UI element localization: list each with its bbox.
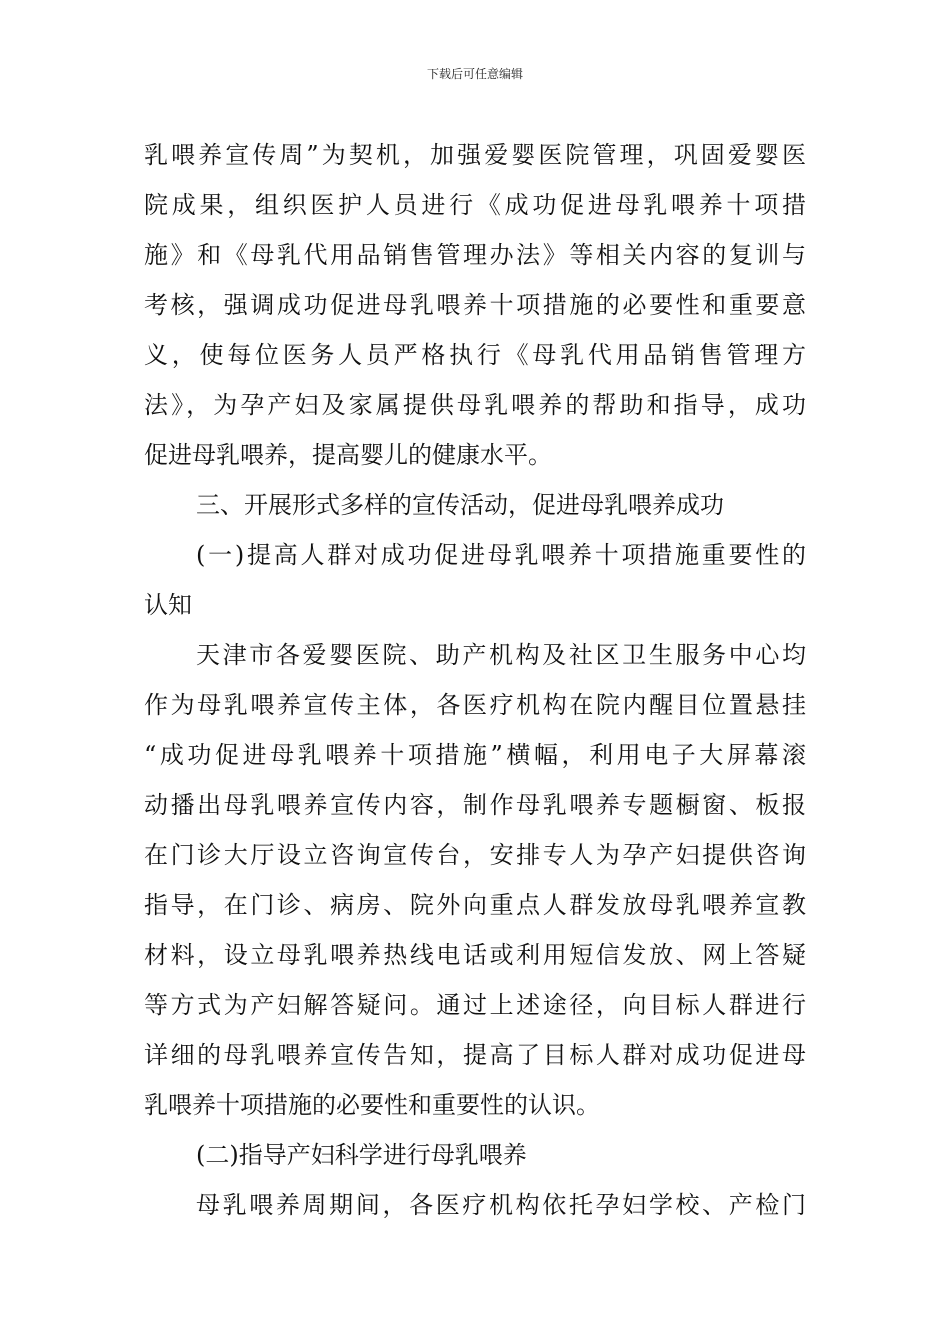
paragraph-first-line: 三、开展形式多样的宣传活动，促进母乳喂养成功 xyxy=(196,491,724,519)
paragraph-line: 详细的母乳喂养宣传告知，提高了目标人群对成功促进母 xyxy=(144,1041,806,1069)
paragraph-line: 乳喂养十项措施的必要性和重要性的认识。 xyxy=(144,1091,600,1119)
paragraph-line: 乳喂养宣传周”为契机，加强爱婴医院管理，巩固爱婴医 xyxy=(144,141,806,169)
paragraph-line: 义，使每位医务人员严格执行《母乳代用品销售管理方 xyxy=(144,341,806,369)
page-header-note: 下载后可任意编辑 xyxy=(426,67,523,81)
document-body xyxy=(144,130,806,1230)
paragraph-line: “成功促进母乳喂养十项措施”横幅，利用电子大屏幕滚 xyxy=(144,741,806,769)
paragraph-line: 作为母乳喂养宣传主体，各医疗机构在院内醒目位置悬挂 xyxy=(144,691,806,719)
paragraph-line: 在门诊大厅设立咨询宣传台，安排专人为孕产妇提供咨询 xyxy=(144,841,806,869)
paragraph-line: 促进母乳喂养，提高婴儿的健康水平。 xyxy=(144,441,552,469)
paragraph-first-line: (一)提高人群对成功促进母乳喂养十项措施重要性的 xyxy=(196,541,806,569)
paragraph-line: 等方式为产妇解答疑问。通过上述途径，向目标人群进行 xyxy=(144,991,806,1019)
paragraph-line: 法》，为孕产妇及家属提供母乳喂养的帮助和指导，成功 xyxy=(144,391,806,419)
paragraph-line: 认知 xyxy=(144,591,192,619)
paragraph-line: 考核，强调成功促进母乳喂养十项措施的必要性和重要意 xyxy=(144,291,806,319)
paragraph-line: 材料，设立母乳喂养热线电话或利用短信发放、网上答疑 xyxy=(144,941,806,969)
paragraph-line: 动播出母乳喂养宣传内容，制作母乳喂养专题橱窗、板报 xyxy=(144,791,806,819)
paragraph-line: 指导，在门诊、病房、院外向重点人群发放母乳喂养宣教 xyxy=(144,891,806,919)
paragraph-line: 施》和《母乳代用品销售管理办法》等相关内容的复训与 xyxy=(144,241,806,269)
paragraph-first-line: 天津市各爱婴医院、助产机构及社区卫生服务中心均 xyxy=(196,641,806,669)
paragraph-line: 院成果，组织医护人员进行《成功促进母乳喂养十项措 xyxy=(144,191,806,219)
paragraph-first-line: 母乳喂养周期间，各医疗机构依托孕妇学校、产检门 xyxy=(196,1191,806,1219)
paragraph-first-line: (二)指导产妇科学进行母乳喂养 xyxy=(196,1141,527,1169)
